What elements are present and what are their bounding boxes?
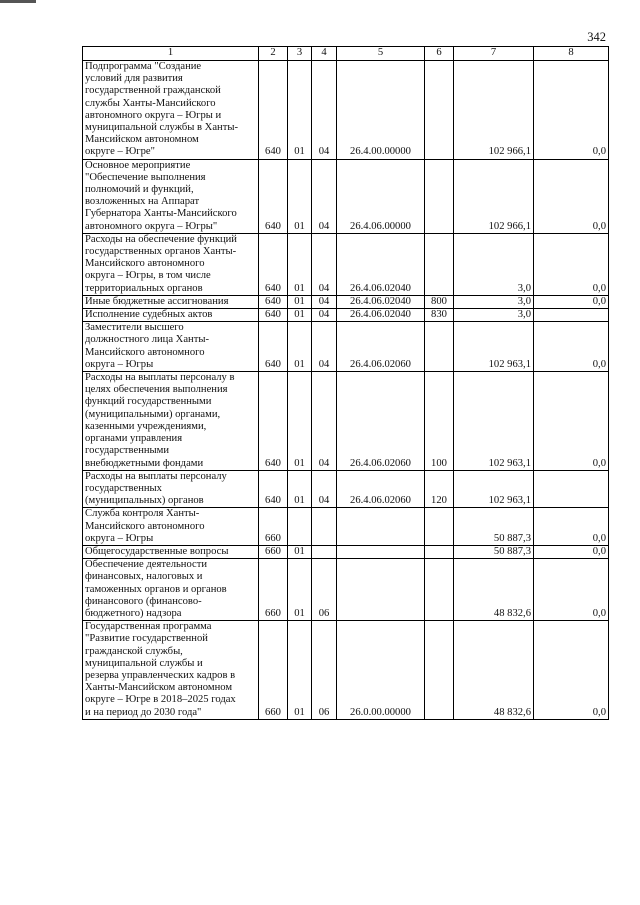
cell-admin-code: 640	[259, 295, 288, 308]
cell-target-item: 26.4.06.02040	[337, 309, 425, 322]
cell-subsection	[312, 545, 337, 558]
row-name: Расходы на выплаты персоналу в целях обеспечения выполнения функций государственными (муниципальными) органами, казенными учреждениями, органами управления государственными внебюджетными фондами	[83, 372, 259, 471]
cell-admin-code: 640	[259, 322, 288, 372]
row-name: Основное мероприятие "Обеспечение выполнения полномочий и функций, возложенных на Аппарат Губернатора Ханты-Мансийского автономного округа – Югры"	[83, 159, 259, 233]
cell-admin-code: 660	[259, 545, 288, 558]
cell-subsection: 04	[312, 295, 337, 308]
cell-amount: 102 966,1	[454, 61, 534, 160]
cell-section: 01	[288, 470, 312, 508]
table-row	[83, 508, 609, 546]
cell-amount: 3,0	[454, 295, 534, 308]
cell-expense-type	[425, 233, 454, 295]
cell-amount: 48 832,6	[454, 559, 534, 621]
table-row	[83, 159, 609, 233]
cell-amount: 102 963,1	[454, 470, 534, 508]
cell-amount-2: 0,0	[534, 322, 609, 372]
cell-admin-code: 640	[259, 309, 288, 322]
cell-admin-code: 640	[259, 61, 288, 160]
header-col-6: 6	[425, 47, 454, 61]
cell-admin-code: 660	[259, 621, 288, 720]
cell-expense-type	[425, 545, 454, 558]
cell-amount: 102 963,1	[454, 372, 534, 471]
cell-amount-2: 0,0	[534, 61, 609, 160]
cell-expense-type: 100	[425, 372, 454, 471]
cell-amount-2: 0,0	[534, 159, 609, 233]
table-row	[83, 621, 609, 720]
cell-subsection: 04	[312, 372, 337, 471]
header-col-8: 8	[534, 47, 609, 61]
cell-expense-type	[425, 508, 454, 546]
cell-expense-type: 830	[425, 309, 454, 322]
cell-expense-type	[425, 322, 454, 372]
cell-amount: 50 887,3	[454, 545, 534, 558]
cell-expense-type	[425, 559, 454, 621]
header-col-3: 3	[288, 47, 312, 61]
header-col-5: 5	[337, 47, 425, 61]
cell-subsection: 04	[312, 322, 337, 372]
cell-target-item: 26.4.06.00000	[337, 159, 425, 233]
header-col-4: 4	[312, 47, 337, 61]
cell-subsection	[312, 508, 337, 546]
row-name: Заместители высшего должностного лица Ханты- Мансийского автономного округа – Югры	[83, 322, 259, 372]
row-name: Общегосударственные вопросы	[83, 545, 259, 558]
cell-admin-code: 640	[259, 470, 288, 508]
cell-amount-2	[534, 470, 609, 508]
row-name: Государственная программа "Развитие государственной гражданской службы, муниципальной службы и резерва управленческих кадров в Ханты-Мансийском автономном округе – Югре в 2018–2025 годах и на период до 2030 года"	[83, 621, 259, 720]
cell-section: 01	[288, 372, 312, 471]
cell-amount-2: 0,0	[534, 559, 609, 621]
table-row	[83, 470, 609, 508]
cell-section	[288, 508, 312, 546]
cell-amount-2: 0,0	[534, 545, 609, 558]
cell-amount-2: 0,0	[534, 233, 609, 295]
row-name: Расходы на выплаты персоналу государственных (муниципальных) органов	[83, 470, 259, 508]
table-row	[83, 61, 609, 160]
row-name: Иные бюджетные ассигнования	[83, 295, 259, 308]
cell-target-item	[337, 559, 425, 621]
cell-expense-type	[425, 159, 454, 233]
cell-expense-type	[425, 61, 454, 160]
cell-amount: 3,0	[454, 233, 534, 295]
table-row	[83, 372, 609, 471]
row-name: Расходы на обеспечение функций государственных органов Ханты- Мансийского автономного округа – Югры, в том числе территориальных органов	[83, 233, 259, 295]
cell-expense-type: 120	[425, 470, 454, 508]
cell-admin-code: 660	[259, 508, 288, 546]
table-row	[83, 309, 609, 322]
table-row	[83, 295, 609, 308]
cell-subsection: 04	[312, 233, 337, 295]
cell-subsection: 04	[312, 61, 337, 160]
cell-expense-type	[425, 621, 454, 720]
row-name: Обеспечение деятельности финансовых, налоговых и таможенных органов и органов финансового (финансово- бюджетного) надзора	[83, 559, 259, 621]
cell-subsection: 04	[312, 309, 337, 322]
cell-admin-code: 640	[259, 372, 288, 471]
cell-section: 01	[288, 621, 312, 720]
cell-section: 01	[288, 309, 312, 322]
cell-expense-type: 800	[425, 295, 454, 308]
page-number: 342	[587, 30, 606, 44]
table-row	[83, 322, 609, 372]
cell-target-item: 26.4.06.02060	[337, 322, 425, 372]
cell-amount: 50 887,3	[454, 508, 534, 546]
cell-section: 01	[288, 545, 312, 558]
cell-target-item: 26.4.06.02060	[337, 470, 425, 508]
header-row	[83, 47, 609, 61]
cell-amount: 102 963,1	[454, 322, 534, 372]
cell-section: 01	[288, 295, 312, 308]
cell-target-item	[337, 508, 425, 546]
cell-subsection: 04	[312, 470, 337, 508]
cell-admin-code: 660	[259, 559, 288, 621]
cell-amount-2: 0,0	[534, 621, 609, 720]
cell-admin-code: 640	[259, 159, 288, 233]
header-col-1: 1	[83, 47, 259, 61]
header-col-2: 2	[259, 47, 288, 61]
cell-target-item: 26.4.06.02040	[337, 295, 425, 308]
row-name: Исполнение судебных актов	[83, 309, 259, 322]
cell-amount: 102 966,1	[454, 159, 534, 233]
row-name: Служба контроля Ханты- Мансийского автономного округа – Югры	[83, 508, 259, 546]
cell-amount-2: 0,0	[534, 372, 609, 471]
cell-subsection: 06	[312, 559, 337, 621]
cell-amount: 48 832,6	[454, 621, 534, 720]
cell-target-item: 26.4.06.02040	[337, 233, 425, 295]
cell-target-item: 26.4.06.02060	[337, 372, 425, 471]
table-row	[83, 233, 609, 295]
table-row	[83, 545, 609, 558]
cell-amount-2: 0,0	[534, 295, 609, 308]
cell-section: 01	[288, 322, 312, 372]
budget-table	[82, 46, 609, 720]
cell-section: 01	[288, 61, 312, 160]
cell-target-item: 26.0.00.00000	[337, 621, 425, 720]
cell-target-item: 26.4.00.00000	[337, 61, 425, 160]
cell-amount: 3,0	[454, 309, 534, 322]
table-row	[83, 559, 609, 621]
header-col-7: 7	[454, 47, 534, 61]
scan-edge-mark	[0, 0, 36, 3]
cell-amount-2	[534, 309, 609, 322]
cell-section: 01	[288, 159, 312, 233]
cell-admin-code: 640	[259, 233, 288, 295]
cell-amount-2: 0,0	[534, 508, 609, 546]
cell-subsection: 06	[312, 621, 337, 720]
row-name: Подпрограмма "Создание условий для развития государственной гражданской службы Ханты-Мансийского автономного округа – Югры и муниципальной службы в Ханты- Мансийском автономном округе – Югре"	[83, 61, 259, 160]
cell-section: 01	[288, 559, 312, 621]
cell-section: 01	[288, 233, 312, 295]
cell-subsection: 04	[312, 159, 337, 233]
cell-target-item	[337, 545, 425, 558]
